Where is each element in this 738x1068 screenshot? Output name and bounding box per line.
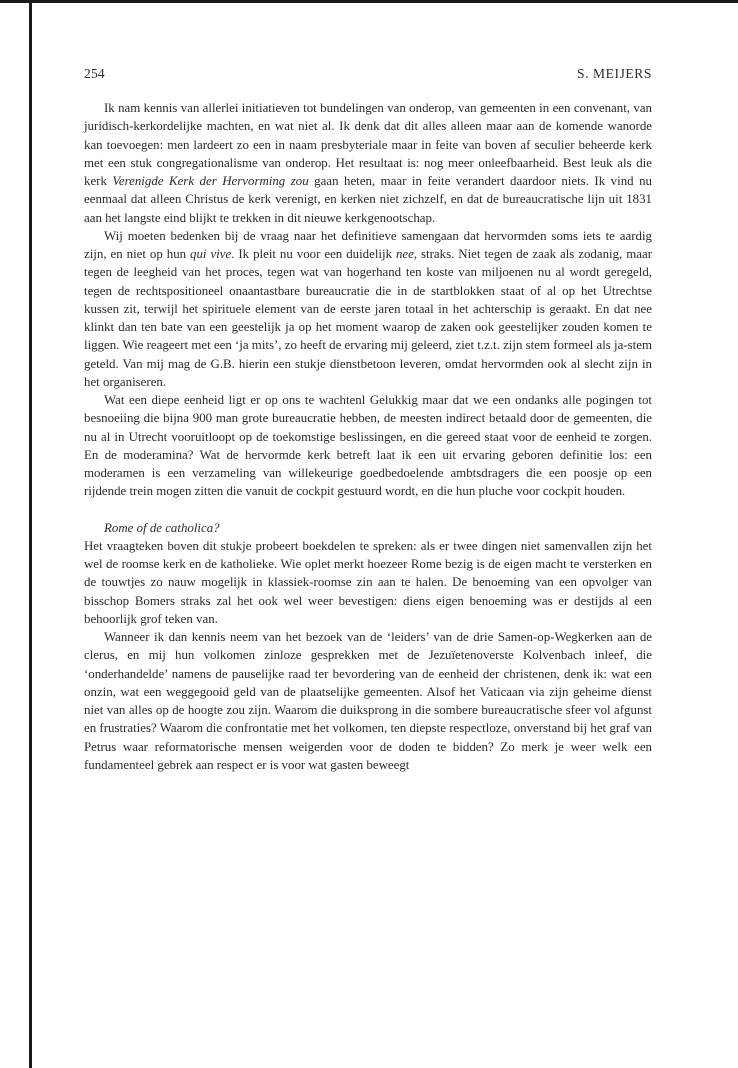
paragraph-1-text-a: Ik nam kennis van allerlei initiatieven tot bundelingen van onderop, van gemeenten in een convenant, van juridisch-kerkordelijke machten, en wat niet al. Ik denk dat dit alles alleen maar aan de komende wanorde kan toevoegen: men lardeert zo een in naam presbyteriale maar in feite van boven af seculier beheerde kerk met een stuk congregationalisme van onderop. Het resultaat is: nog meer onleefbaarheid. Best leuk als die kerk bbox=[84, 101, 652, 188]
paragraph-2-italic-qui-vive: qui vive bbox=[190, 247, 232, 261]
book-page bbox=[84, 66, 652, 774]
paragraph-1 bbox=[84, 99, 652, 227]
paragraph-2-text-c: , straks. Niet tegen de zaak als zodanig, maar tegen de leegheid van het proces, tegen wat van hogerhand ten koste van miljoenen nu al wordt geregeld, tegen de rechtspositioneel onaantastbare bureaucratie die in de startblokken staat of al op het Utrechtse kussen zit, terwijl het spirituele element van de eerste jaren totaal in het achterschip is geraakt. En dat nee klinkt dan ten bate van een geestelijk ja op het moment waarop de zaken ook geestelijker zouden komen te liggen. Wie reageert met een ‘ja mits’, zo heeft de ervaring mij geleerd, ziet t.z.t. zijn stem formeel als ja-stem geteld. Van mij mag de G.B. hierin een stukje dienstbetoon leveren, omdat hervormden ook al slecht zijn in het organiseren. bbox=[84, 247, 652, 389]
paragraph-1-italic-church-name: Verenigde Kerk der Hervorming zou bbox=[112, 174, 309, 188]
body-text bbox=[84, 99, 652, 774]
section-gap bbox=[84, 501, 652, 519]
paragraph-2-text-a: Wij moeten bedenken bij de vraag naar het definitieve samengaan dat hervormden soms iets te aardig zijn, en niet op hun bbox=[84, 228, 652, 261]
paragraph-1-text-b: gaan heten, maar in feite verandert daardoor niets. Ik vind nu eenmaal dat alleen Christus de kerk verenigt, en kerken niet zichzelf, en dat de bureaucratische lijn uit 1831 aan het langste eind blijkt te trekken in dit nieuwe kerkgenootschap. bbox=[84, 174, 652, 225]
scan-border-left bbox=[29, 0, 32, 1068]
paragraph-3: Wat een diepe eenheid ligt er op ons te wachtenl Gelukkig maar dat we een ondanks alle pogingen tot besnoeiing die bijna 900 man grote bureaucratie hebben, de meesten indirect betaald door de gemeenten, die nu al in Utrecht vooruitloopt op de toekomstige beslissingen, en die gereed staat voor de eenheid te zorgen. En de moderamina? Wat de hervormde kerk betreft laat ik een uit ervaring geboren definitie los: een moderamen is een verzameling van willekeurige goedbedoelende ambtsdragers die een poosje op een rijdende trein mogen zitten die vanuit de cockpit gestuurd wordt, en die hun pluche voor cockpit houden. bbox=[84, 393, 652, 499]
paragraph-2 bbox=[84, 227, 652, 391]
paragraph-2-text-b: . Ik pleit nu voor een duidelijk bbox=[231, 247, 396, 261]
running-head bbox=[84, 66, 652, 82]
page-number: 254 bbox=[84, 66, 105, 81]
section-heading: Rome of de catholica? bbox=[104, 520, 220, 535]
paragraph-5: Wanneer ik dan kennis neem van het bezoek van de ‘leiders’ van de drie Samen-op-Wegkerken aan de clerus, en mij hun volkomen zinloze gesprekken met de Jezuïetenoverste Kolvenbach inleef, die ‘onderhandelde’ namens de pauselijke raad ter bevordering van de eenheid der christenen, denk ik: wat een onzin, wat een weggegooid geld van de plaatselijke gemeenten. Alsof het Vaticaan via zijn geheime dienst niet van alles op de hoogte zou zijn. Waarom die duiksprong in die sombere bureaucratische sfeer vol afgunst en frustraties? Waarom die confrontatie met het volkomen, ten diepste respectloze, onverstand bij het graf van Petrus waar reformatorische mensen weigerden voor de doden te bidden? Zo merk je weer welk een fundamenteel gebrek aan respect er is voor wat gasten beweegt bbox=[84, 630, 652, 772]
running-head-author: S. MEIJERS bbox=[576, 66, 652, 81]
paragraph-2-italic-nee: nee bbox=[395, 247, 414, 261]
paragraph-4: Het vraagteken boven dit stukje probeert boekdelen te spreken: als er twee dingen niet samenvallen zijn het wel de roomse kerk en de katholieke. Wie oplet merkt hoezeer Rome bezig is de eigen macht te versterken en de touwtjes zo nauw mogelijk in klassiek-roomse zin aan te halen. De benoeming van een opvolger van bisschop Bomers straks zal het ook wel weer bevestigen: diens eigen benoeming was er destijds al een behoorlijk grof teken van. bbox=[84, 538, 652, 626]
scan-border-top bbox=[0, 0, 738, 3]
